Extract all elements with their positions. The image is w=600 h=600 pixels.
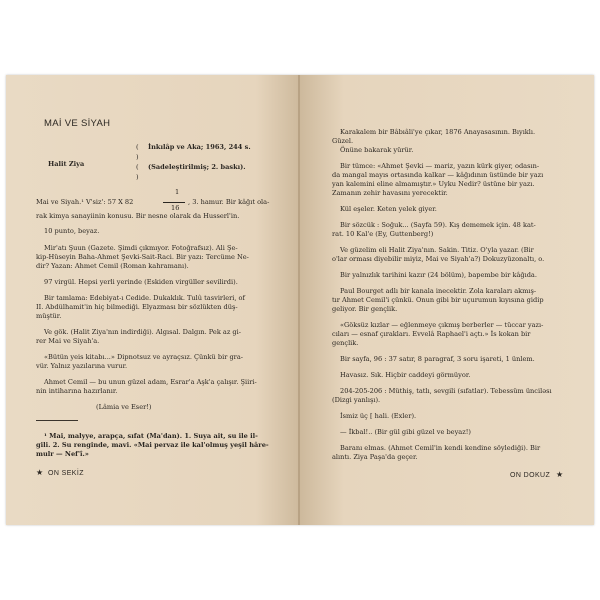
text-line: Bir yalnızlık tarihini kazır (24 bölüm), bapembe bir kâğıda. — [340, 271, 537, 279]
text-line: cıları — esnaf çırakları. Evvelâ Raphael'i açtı.» İs kokan bir — [332, 330, 531, 338]
page-number: ON SEKİZ — [48, 470, 84, 477]
text-line: İsmiz üç [ hali. (Exler). — [340, 412, 417, 420]
text-line: rat. 10 Kal'e (Ey, Guttenberg!) — [332, 230, 434, 238]
page-title: MAİ VE SİYAH — [44, 118, 111, 129]
text-line: (Dizgi yanlışı). — [332, 396, 381, 404]
bracket: ) — [136, 153, 139, 161]
text-line: Paul Bourget adlı bir kanala inecektir. Zola karaları akmış- — [340, 287, 537, 295]
text-line: gençlik. — [332, 339, 359, 347]
author-name: Halit Ziya — [48, 160, 85, 168]
text-line: Ve güzelim eli Halit Ziya'nın. Sakin. Titiz. O'yla yazar. (Bir — [340, 246, 534, 254]
text-line: (Lâmia ve Eser!) — [96, 403, 152, 411]
fraction-bar — [163, 202, 185, 203]
size-line-a: Mai ve Siyah.¹ V'siz': 57 X 82 — [36, 198, 134, 206]
text-line: 97 virgül. Hepsi yerli yerinde (Eskiden virgüller sevilirdi). — [44, 278, 238, 286]
text-line: Ve gök. (Halit Ziya'nın indirdiği). Algısal. Dalgın. Pek az gi- — [44, 328, 241, 336]
text-line: o'lar orması diyebilir miyiz, Mai ve Siyah'a?) Dokuzyüzonaltı, o. — [332, 255, 545, 263]
left-page — [6, 75, 300, 525]
text-line: Karakalem bir Bâbıâli'ye çıkar, 1876 Anayasasının. Bıyıklı. — [340, 128, 536, 136]
fraction-numerator: 1 — [175, 188, 180, 196]
footnote-line: gili. 2. Su renginde, mavi. «Mai pervaz ile kal'olmuş yeşil hâre- — [36, 441, 269, 449]
text-line: Bir sayfa, 96 : 37 satır, 8 paragraf, 3 soru işareti, 1 ünlem. — [340, 355, 535, 363]
right-page — [300, 75, 594, 525]
text-line: «Bütün yeis kitabı...» Dipnotsuz ve ayraçsız. Çünkü bir gra- — [44, 353, 243, 361]
text-line: geliyor. Bir gençlik. — [332, 305, 398, 313]
text-line: Havasız. Sık. Hiçbir caddeyi görmüyor. — [340, 371, 471, 379]
text-line: müştür. — [36, 312, 62, 320]
text-line: tır Ahmet Cemil'i çünkü. Onun gibi bir uçurumun kıyısına gidip — [332, 296, 544, 304]
fraction-denominator: 16 — [171, 204, 180, 212]
text-line: Kül eşeler. Keten yelek giyer. — [340, 205, 437, 213]
page-number: ON DOKUZ — [510, 472, 551, 479]
text-line: Bir sözcük : Soğuk... (Sayfa 59). Kış dememek için. 48 kat- — [340, 221, 536, 229]
text-line: — İkbal!.. (Bir gül gibi güzel ve beyaz!) — [340, 428, 471, 436]
edition-line: (Sadeleştirilmiş; 2. baskı). — [148, 163, 246, 171]
bracket: ) — [136, 173, 139, 181]
text-line: Zamanın zehir havasını yerecektir. — [332, 189, 448, 197]
text-line: Mir'atı Şuun (Gazete. Şimdi çıkmıyor. Fotoğrafsız). Ali Şe- — [44, 244, 238, 252]
text-line: kip-Hüseyin Baha-Ahmet Şevki-Sait-Raci. Bir yazı: Tercüme Ne- — [36, 253, 249, 261]
bracket: ( — [136, 143, 139, 151]
text-line: yan kalemini eline almamıştır.» Uyku Nedir? üstüne bir yazı. — [332, 180, 535, 188]
text-line: Ahmet Cemil — bu unun güzel adam, Esrar'a Aşk'a çalışır. Şiiri- — [44, 378, 257, 386]
bracket: ( — [136, 163, 139, 171]
text-line: rak kimya sanayiinin konusu. Bir nesne olarak da Husserl'in. — [36, 212, 240, 220]
footnote-line: ¹ Mai, malyye, arapça, sıfat (Ma'dan). 1. Suya ait, su ile il- — [44, 432, 258, 440]
star-icon: ★ — [556, 470, 564, 479]
text-line: 10 punto, beyaz. — [44, 227, 100, 235]
text-line: II. Abdülhamit'in hiç bilmediği. Elyazması bir sözlükten düş- — [36, 303, 238, 311]
text-line: Bir tümce: «Ahmet Şevki — mariz, yazın kürk giyer, odasın- — [340, 162, 540, 170]
text-line: Güzel. — [332, 137, 354, 145]
text-line: «Göksüz kızlar — eğlenmeye çıkmış berberler — tüccar yazı- — [340, 321, 544, 329]
footnote-line: mulr — Nef'î.» — [36, 450, 89, 458]
publisher-line: İnkılâp ve Aka; 1963, 244 s. — [148, 143, 251, 151]
star-icon: ★ — [36, 468, 44, 477]
size-line-b: , 3. hamur. Bir kâğıt ola- — [188, 198, 270, 206]
open-book — [6, 75, 594, 525]
text-line: da mangal mayıs ortasında kalkar — kâğıdının üstünde bir yazı — [332, 171, 544, 179]
text-line: vür. Yalnız yazılarına vurur. — [36, 362, 128, 370]
text-line: Önüne bakarak yürür. — [340, 146, 414, 154]
text-line: Baranı elmas. (Ahmet Cemil'in kendi kendine söylediği). Bir — [340, 444, 541, 452]
text-line: Bir tamlama: Edebiyat-ı Cedide. Dukaklık. Tulû tasvirleri, of — [44, 294, 245, 302]
text-line: alıntı. Ziya Paşa'da geçer. — [332, 453, 418, 461]
text-line: rer Mai ve Siyah'a. — [36, 337, 100, 345]
footnote-rule — [36, 420, 78, 421]
text-line: 204-205-206 : Müthiş, tatlı, sevgili (sıfatlar). Tebessüm ünciləsı — [340, 387, 552, 395]
text-line: dir? Yazan: Ahmet Cemil (Roman kahramanı). — [36, 262, 189, 270]
text-line: nin intiharına hazırlanır. — [36, 387, 118, 395]
